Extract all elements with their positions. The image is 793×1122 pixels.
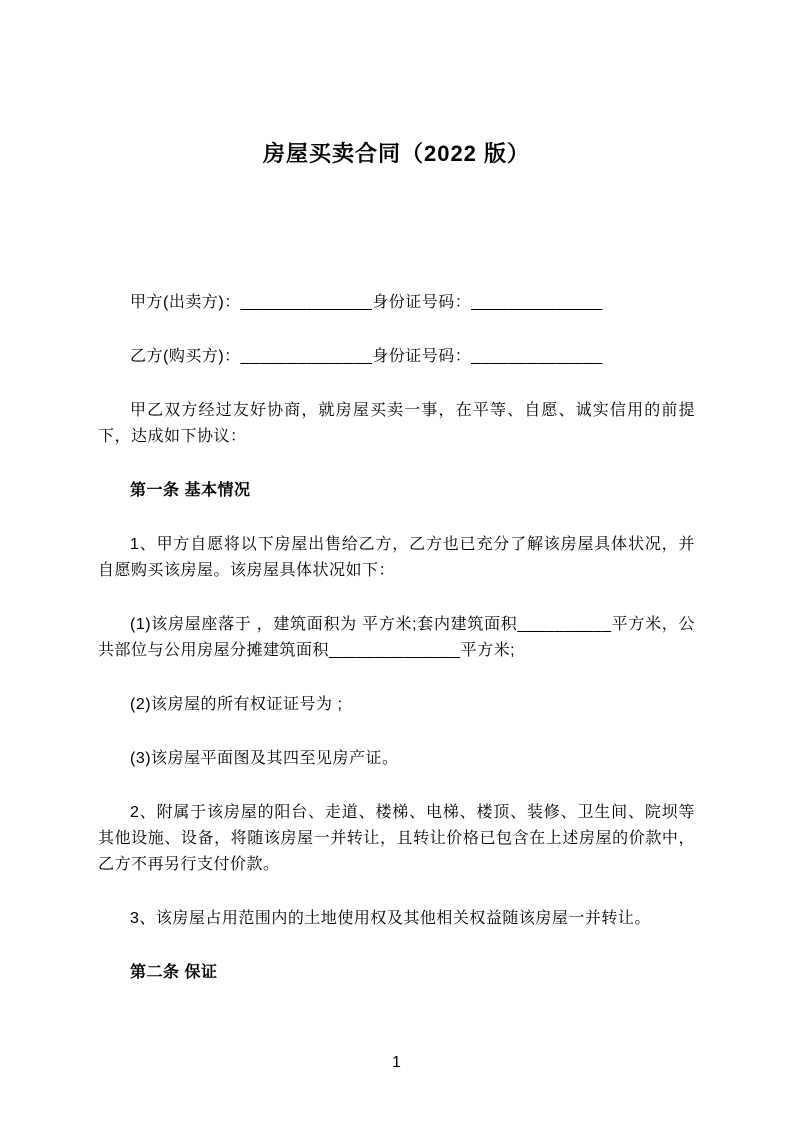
clause-1-item-2: (2)该房屋的所有权证证号为 ; [130,696,343,713]
clause-1-item-3: (3)该房屋平面图及其四至见房产证。 [130,750,399,767]
intro-paragraph: 甲乙双方经过友好协商，就房屋买卖一事，在平等、自愿、诚实信用的前提下，达成如下协议： [98,402,695,445]
page-number: 1 [392,1054,401,1071]
clause-1-item-1: (1)该房屋座落于 ，建筑面积为 平方米;套内建筑面积__________平方米，公共部位与公用房屋分摊建筑面积______________平方米; [98,616,695,659]
clause-2-paragraph: 2、附属于该房屋的阳台、走道、楼梯、电梯、楼顶、装修、卫生间、院坝等其他设施、设备，将随该房屋一并转让，且转让价格已包含在上述房屋的价款中，乙方不再另行支付价款。 [98,804,695,873]
document-title: 房屋买卖合同（2022 版） [262,141,531,166]
party-b-line: 乙方(购买方)：______________身份证号码：______________ [130,348,603,365]
clause-3-paragraph: 3、该房屋占用范围内的土地使用权及其他相关权益随该房屋一并转让。 [130,910,651,927]
party-a-line: 甲方(出卖方)：______________身份证号码：______________ [130,294,603,311]
article-1-heading: 第一条 基本情况 [130,482,251,499]
clause-1-paragraph: 1、甲方自愿将以下房屋出售给乙方，乙方也已充分了解该房屋具体状况，并自愿购买该房屋。该房屋具体状况如下： [98,536,695,579]
article-2-heading: 第二条 保证 [130,964,218,981]
